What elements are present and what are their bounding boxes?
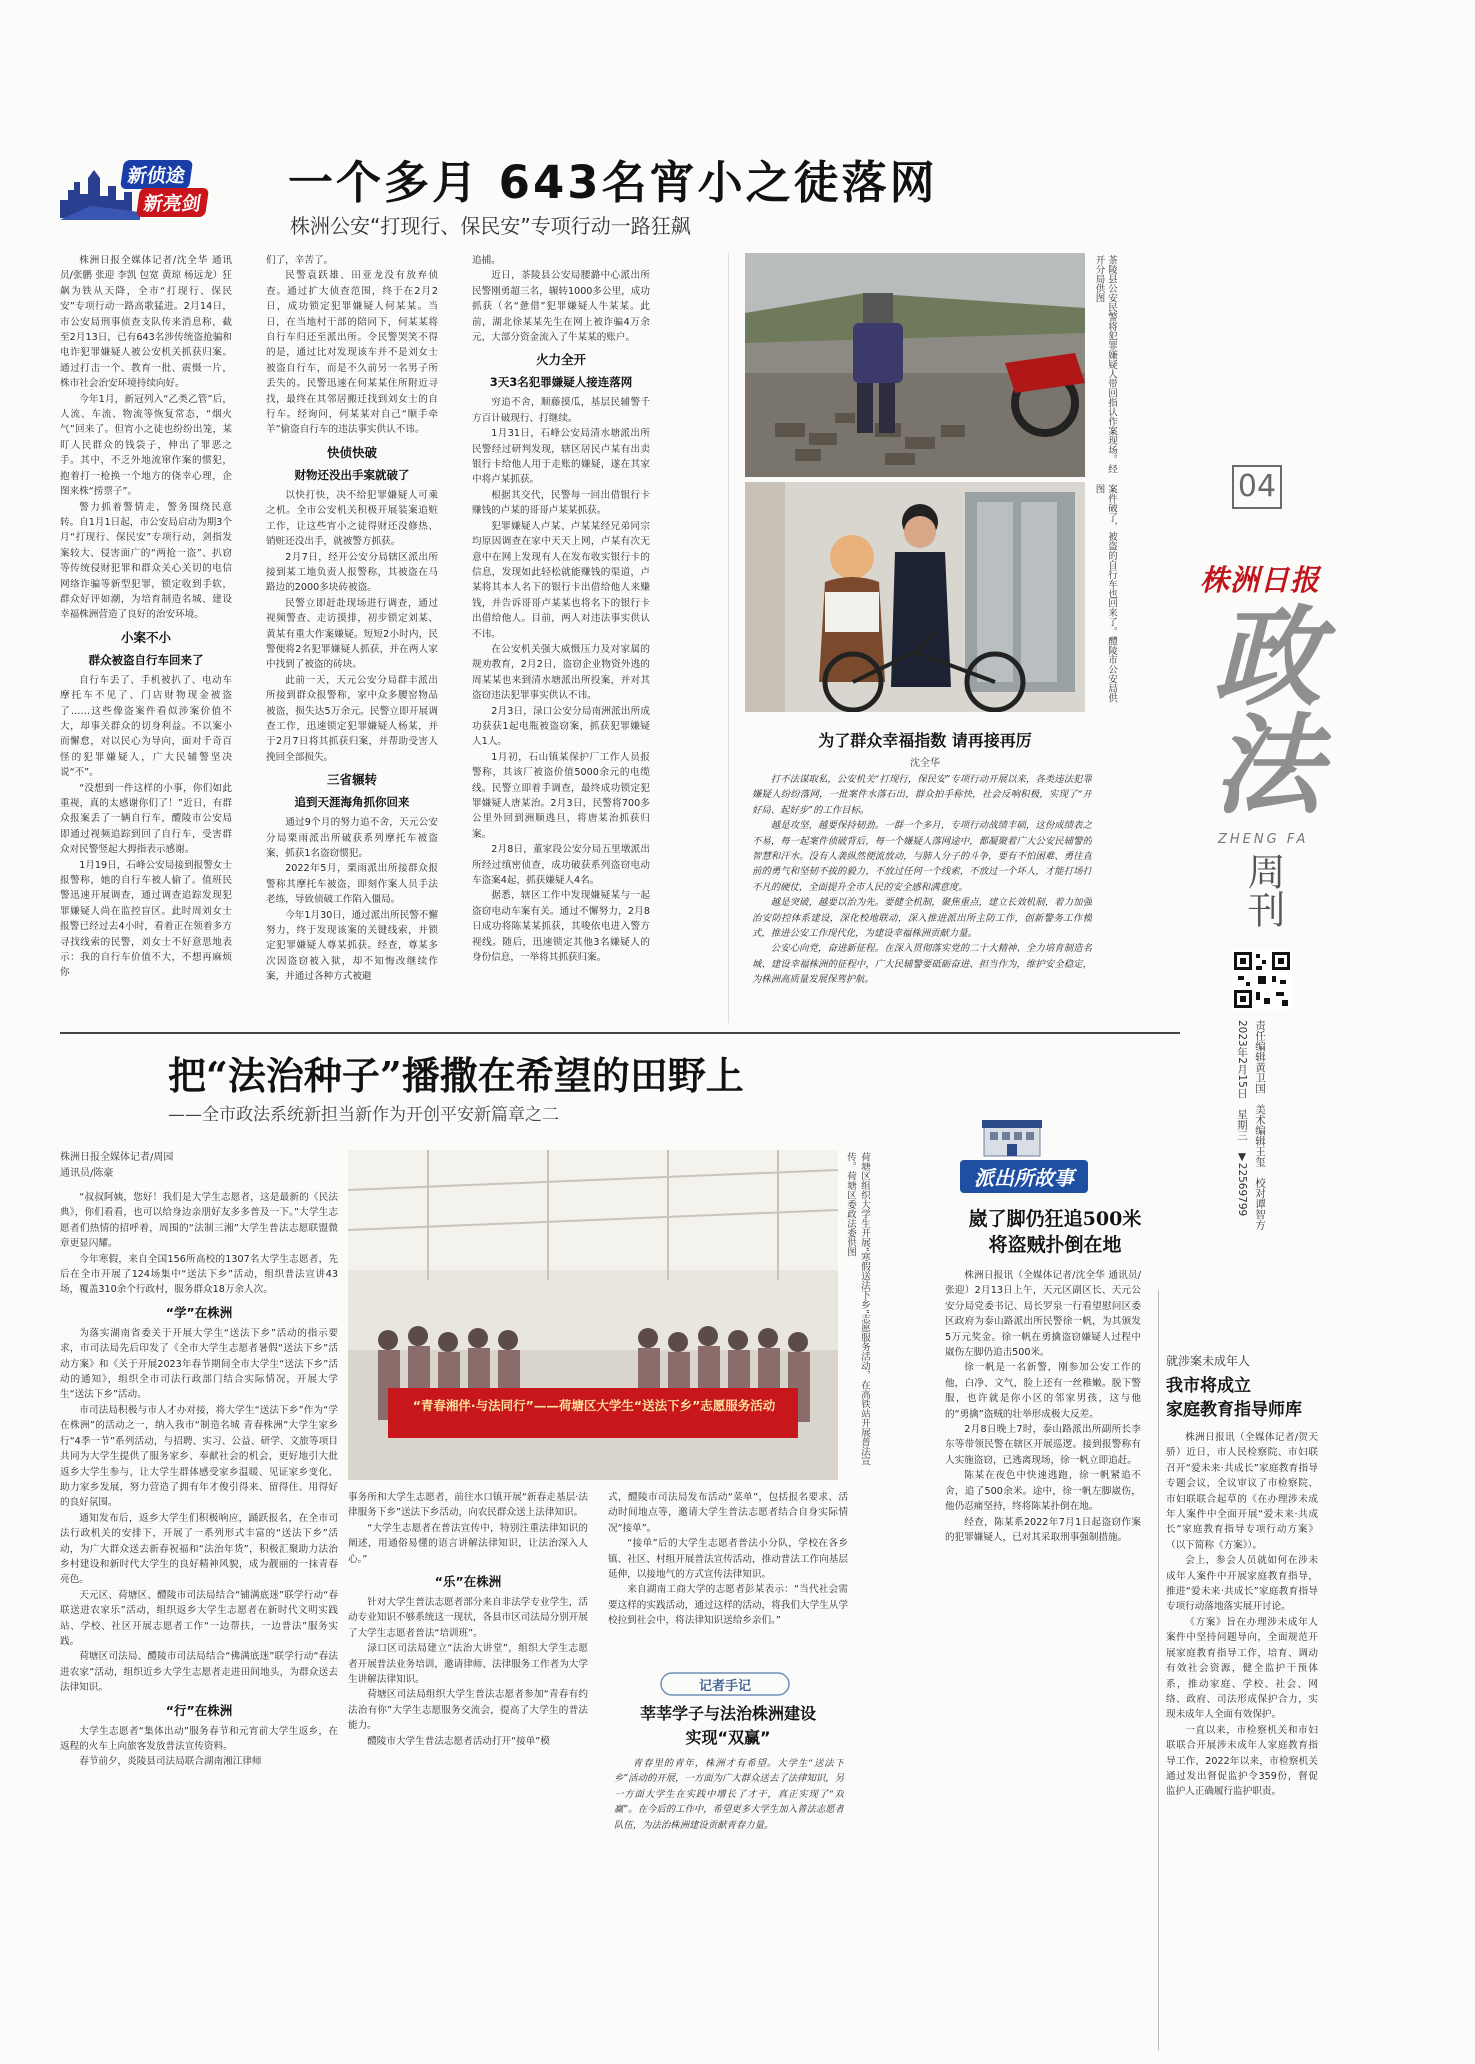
paper-name: 株洲日报	[1200, 563, 1321, 597]
subhead-line2: 追到天涯海角抓你回来	[294, 795, 410, 810]
paragraph: 徐一帆是一名新警，刚参加公安工作的他，白净、文气，脸上还有一丝稚嫩。脱下警服，也许就是你小区的邻家男孩，这与他的“勇擒”盗贼的壮举形成极大反差。	[945, 1362, 1141, 1420]
subhead: “乐”在株洲	[434, 1574, 502, 1590]
story1-column-2	[266, 253, 438, 1023]
story2-column-2	[348, 1490, 588, 2050]
paragraph: 自行车丢了、手机被扒了、电动车摩托车不见了、门店财物现金被盗了……这些像盗案件看似涉案价值不大，却事关群众的切身利益。不以案小而懈怠，对以民心为导向，面对千奇百怪的犯罪嫌疑人，广大民辅警坚决说“不”。	[60, 674, 232, 779]
story2-column-1	[60, 1190, 338, 2050]
paragraph: 株洲日报讯（全媒体记者/沈全华 通讯员/张迎）2月13日上午，天元区副区长、天元公安分局党委书记、局长罗泉一行看望慰问区委区政府为泰山路派出所民警徐一帆，为其颁发5万元奖金。徐一帆在勇擒盗窃嫌疑人过程中崴伤左脚仍追击500米。	[945, 1270, 1141, 1359]
paragraph: 渌口区司法局建立“法治大讲堂”，组织大学生志愿者开展普法业务培训，邀请律师、法律服务工作者为大学生讲解法律知识。	[348, 1643, 588, 1686]
subhead	[266, 769, 438, 813]
paragraph: 民警袁跃雄、田亚龙没有放弃侦查。通过扩大侦查范围，终于在2月2日，成功锁定犯罪嫌疑人何某某。当日，在当地村干部的陪同下，何某某将自行车归还至派出所。令民警哭笑不得的是，通过比对发现该车并不是刘女士被盗自行车，而是不久前另一名男子所丢失的。民警迅速在何某某住所附近寻找，最终在其邻居搬迁找到刘女士的自行车。经询问，何某某对自己“顺手牵羊”偷盗自行车的违法事实供认不讳。	[266, 270, 438, 436]
paragraph: 荷塘区司法局组织大学生普法志愿者参加“青春有约法治有你”大学生志愿服务交流会，提高了大学生的普法能力。	[348, 1689, 588, 1732]
paragraph: 经查，陈某系2022年7月1日起盗窃作案的犯罪嫌疑人，已对其采取刑事强制措施。	[945, 1516, 1141, 1543]
photo-banner-text: “青春湘伴·与法同行”——荷塘区大学生“送法下乡”志愿服务活动	[412, 1398, 776, 1413]
paragraph: 1月31日，石峰公安局清水塘派出所民警经过研判发现，辖区居民卢某有出卖银行卡给他人用于走账的嫌疑，遂在其家中将卢某抓获。	[472, 428, 650, 486]
photo2-caption: 案件破了，被盗的自行车也回来了。醴陵市公安局供图	[1093, 484, 1117, 703]
police-story-headline	[945, 1206, 1165, 1258]
paragraph: 据悉，辖区工作中发现嫌疑某与一起盗窃电动车案有关。通过不懈努力，2月8日成功将陈某某抓获，其唆依电进入警方视线。随后，迅速锁定其他3名嫌疑人的身份信息，一举将其抓获归案。	[472, 890, 650, 964]
editorial-body	[614, 1756, 844, 2046]
story1-headline: 一个多月 643名宵小之徒落网	[288, 156, 938, 209]
story1-column-1	[60, 253, 232, 1023]
police-story-label: 派出所故事	[960, 1160, 1088, 1193]
story2-byline	[60, 1150, 173, 1182]
paragraph: 越是攻坚，越要保持韧劲。一群一个多月，专项行动战绩丰硕，这份成绩表之不易，每一起案件侦破背后，每一个嫌疑人落网途中，都凝聚着广大公安民辅警的智慧和汗水。没有人袭纵然便流放动，与肺人分子的斗争，要有不怕困难、勇往直前的勇气和坚韧不拔的毅力，不放过任何一个线索，不放过一个坏人，才能打场打不凡的硬仗，全面提升全市人民的安全感和满意度。	[752, 820, 1092, 893]
paragraph: 针对大学生普法志愿者部分来自非法学专业学生，活动专业知识不够系统这一现状，各县市区司法局分别开展了大学生志愿者普法“培训班”。	[348, 1597, 588, 1639]
subhead-line1: 小案不小	[120, 629, 171, 645]
headline-line1: 我市将成立	[1166, 1376, 1251, 1396]
headline-line1: 崴了脚仍狂追500米	[968, 1208, 1142, 1230]
subhead	[266, 442, 438, 486]
subhead	[60, 627, 232, 671]
editorial-title-line2: 实现“双赢”	[685, 1728, 771, 1747]
photo-suspect-scene	[745, 253, 1085, 477]
paragraph: “大学生志愿者在普法宣传中，特别注重法律知识的阐述，用通俗易懂的语言讲解法律知识，让法治深入人心。”	[348, 1522, 588, 1565]
paragraph: 追捕。	[472, 255, 501, 266]
paragraph: 天元区、荷塘区、醴陵市司法局结合“铺满底迷”联学行动“春联送进农家乐”活动，组织返乡大学生志愿者在新时代文明实践站、学校、社区开展志愿者工作“一边帮扶，一边普法”服务实践。	[60, 1589, 338, 1647]
paragraph: 会上，参会人员就如何在涉未成年人案件中开展家庭教育指导，推进“爱未来·共成长”家庭教育指导专项行动落地落实展开讨论。	[1166, 1555, 1318, 1613]
photo-bicycle-return	[745, 482, 1085, 712]
paragraph: 通知发布后，返乡大学生们积极响应，踊跃报名，在全市司法行政机关的安排下，开展了一系列形式丰富的“送法下乡”活动，为广大群众送去新春祝福和“法治年货”，积极汇聚助力法治乡村建设和新时代大学生的良好精神风貌，成为靓丽的一抹青春亮色。	[60, 1512, 338, 1586]
family-story-headline	[1166, 1374, 1326, 1422]
byline-correspondent: 通讯员/陈豪	[60, 1168, 114, 1179]
photo1-caption: 茶陵县公安民警将犯罪嫌疑人带回指认作案现场。经开分局供图	[1093, 255, 1117, 474]
story1-column-3	[472, 253, 650, 1023]
paragraph: 2022年5月，栗雨派出所接群众报警称其摩托车被盗，即刻作案人员手法老练，导致侦破工作陷入僵局。	[266, 863, 438, 906]
paragraph: 以快打快，决不给犯罪嫌疑人可乘之机。全市公安机关积极开展装案追赃工作，让这些宵小之徒得财还没修热、销赃还没出手，就被警方抓获。	[266, 489, 438, 548]
paragraph: 根据其交代，民警每一回出借银行卡赚钱的卢某的哥哥卢某某抓获。	[472, 489, 650, 517]
subhead-line1: 火力全开	[535, 352, 586, 368]
section-divider	[60, 1032, 1180, 1034]
paragraph: 犯罪嫌疑人卢某、卢某某经兄弟同宗均原因调查在家中天天上网，卢某有次无意中在网上发现有人在发布收实银行卡的信息，发现如此轻松就能赚钱的渠道，卢某将其本人名下的银行卡出借给他人来赚钱，并告诉哥哥卢某某也将名下的银行卡出借给他人。目前，两人对违法事实供认不讳。	[472, 520, 650, 640]
paragraph: 《方案》旨在办理涉未成年人案件中坚持问题导向，全面规范开展家庭教育指导工作，培育、调动有效社会资源，健全监护干预体系，推动家庭、学校、社会、网络、政府、司法形成保护合力，实现未成年人全面有效保护。	[1166, 1616, 1318, 1721]
subhead-line2: 财物还没出手案就破了	[294, 467, 410, 482]
paragraph: 今年1月，新冠列入“乙类乙管”后，人流、车流、物流等恢复常态，“烟火气”回来了。但宵小之徒也纷纷出笼，某盯人民群众的钱袋子，伸出了罪恶之手。其中，不乏外地流窜作案的惯犯，抱着打一枪换一个地方的侥幸心理，企图来株“捞票子”。	[60, 393, 232, 498]
paragraph: 通过9个月的努力追不舍，天元公安分局栗雨派出所破获系列摩托车被盗案，抓获1名盗窃惯犯。	[266, 817, 438, 859]
paragraph: 越是突破，越要以治为先。要健全机制，聚焦重点，建立长效机制，着力加强治安防控体系建设，深化校地联动，深入推进派出所主防工作，创新警务工作模式，推进公安工作现代化，为建设幸福株洲贡献力量。	[752, 897, 1092, 940]
paragraph: 们了，辛苦了。	[266, 255, 334, 266]
paragraph: 市司法局积极与市人才办对接，将大学生“送法下乡”作为“学在株洲”的活动之一，纳入我市“制造名城 青春株洲”大学生家乡行“4季一节”系列活动，与招聘、实习、公益、研学、文旅等项目共同为大学生提供了服务家乡、奉献社会的机会，更好地引大批返乡大学生参与，让大学生群体感受家乡温暖、见证家乡变化、助力家乡发展，努力营造了拥有年才俊引得来、留得住、用得好的良好氛围。	[60, 1404, 338, 1509]
badge-line2: 新亮剑	[136, 188, 209, 217]
paragraph: “叔叔阿姨，您好！我们是大学生志愿者，这是最新的《民法典》，你们看看，也可以给身边亲朋好友多多普及一下。”大学生志愿者们热情的招呼着，周围的“法制三湘”大学生普法志愿联盟微章更显闪耀。	[60, 1192, 338, 1250]
paragraph: 在公安机关强大威慑压力及对家属的规劝教育，2月2日，盗窃企业物资外逃的周某某也来到清水塘派出所投案，并对其盗窃违法犯罪事实供认不讳。	[472, 643, 650, 702]
column-divider	[1158, 1290, 1159, 2050]
sidebar-title: 为了群众幸福指数 请再接再厉	[818, 731, 1032, 750]
paragraph: 近日，茶陵县公安局腰潞中心派出所民警刚勇超三名，辗转1000多公里，成功抓获（名“惫借”犯罪嫌疑人牛某某。此前，湖北徐某某先生在网上被诈骗4万余元，大部分资金流入了牛某某的账户。	[472, 270, 650, 344]
editorial-label-text: 记者手记	[698, 1679, 751, 1694]
police-story-body	[945, 1268, 1141, 2048]
editorial-title-line1: 莘莘学子与法治株洲建设	[639, 1704, 816, 1723]
section-pinyin: ZHENG FA	[1218, 832, 1309, 847]
paragraph: 事务所和大学生志愿者，前往水口镇开展“新春走基层·法律服务下乡”送法下乡活动，向农民群众送上法律知识。	[348, 1492, 588, 1519]
paragraph: 醴陵市大学生普法志愿者活动打开“接单”模	[367, 1735, 550, 1747]
subhead-line2: 3天3名犯罪嫌疑人接连落网	[489, 375, 633, 390]
police-story-icon	[980, 1112, 1044, 1158]
byline-reporter: 株洲日报全媒体记者/周园	[60, 1152, 174, 1163]
paragraph: 1月19日，石峰公安局接到报警女士报警称，她的自行车被人偷了。值班民警迅速开展调查，通过调查追踪发现犯罪嫌疑人尚在监控盲区。此时周刘女士报警已经过去4小时，看着正在领着多方寻找线索的民警，刘女士不好意思地表示：我的自行车价值不大，不想再麻烦你	[60, 859, 232, 979]
story2-subheadline: ——全市政法系统新担当新作为开创平安新篇章之二	[168, 1105, 559, 1125]
section-title: 政法	[1195, 600, 1321, 816]
sidebar-body	[752, 772, 1092, 1002]
page-number: 04	[1232, 465, 1282, 509]
weekly-label: 周刊	[1241, 852, 1285, 928]
paragraph: 为落实湖南省委关于开展大学生“送法下乡”活动的指示要求，市司法局先后印发了《全市大学生志愿者暑假“送法下乡”活动方案》和《关于开展2023年春节期间全市大学生“送法下乡”活动的通知》，组织全市司法行政部门结合实际情况，开展大学生“送法下乡”活动。	[60, 1327, 338, 1401]
subhead-line1: 快侦快破	[326, 444, 377, 460]
subhead: “行”在株洲	[165, 1702, 233, 1718]
family-story-body	[1166, 1430, 1318, 2050]
subhead	[472, 349, 650, 393]
paragraph: 大学生志愿者“集体出动”服务春节和元宵前大学生返乡，在返程的火车上向旅客发放普法宣传资料。	[60, 1725, 338, 1752]
paragraph: 青春里的青年，株洲才有希望。大学生“送法下乡”活动的开展，一方面为广大群众送去了法律知识，另一方面大学生在实践中增长了才干，真正实现了“双赢”。在今后的工作中，希望更多大学生加入普法志愿者队伍，为法治株洲建设贡献青春力量。	[614, 1758, 844, 1831]
badge-line1: 新侦途	[120, 160, 193, 189]
paragraph: 今年寒假，来自全国156所高校的1307名大学生志愿者，先后在全市开展了124场集中“送法下乡”活动，组织普法宣讲43场，覆盖310余个行政村，服务群众18万余人次。	[60, 1253, 338, 1296]
headline-line2: 家庭教育指导师库	[1166, 1400, 1302, 1420]
paragraph: 2月3日，渌口公安分局南洲派出所成功获获1起电瓶被盗窃案，抓获犯罪嫌疑人1人。	[472, 705, 650, 748]
subhead: “学”在株洲	[165, 1304, 233, 1320]
paragraph: “没想到一件这样的小事，你们如此重视，真的太感谢你们了！”近日，有群众报案丢了一辆自行车，醴陵市公安局即通过视频追踪到回了自行车，受害群众对民警竖起大拇指表示感谢。	[60, 782, 232, 856]
paragraph: 2月7日，经开公安分局辖区派出所接到某工地负责人报警称，其被盗在马路边的2000多块砖被盗。	[266, 551, 438, 594]
photo-volunteers-station	[348, 1150, 838, 1480]
subhead-line2: 群众被盗自行车回来了	[88, 652, 204, 667]
story1-subheadline: 株洲公安“打现行、保民安”专项行动一路狂飙	[290, 214, 691, 238]
paragraph: 公安心向党，奋进新征程。在深入贯彻落实党的二十大精神、全力培育制造名城、建设幸福株洲的征程中，广大民辅警要砥砺奋进、担当作为，维护安全稳定，为株洲高质量发展保驾护航。	[752, 943, 1092, 986]
paragraph: 株洲日报讯（全媒体记者/贺天骄）近日，市人民检察院、市妇联召开“爱未来·共成长”家庭教育指导专题会议，全议审议了市检察院、市妇联联合起草的《在办理涉未成年人案件中全面开展“爱未来·共成长”家庭教育指导专项行动方案》（以下简称《方案》）。	[1166, 1432, 1318, 1551]
paragraph: 今年1月30日，通过派出所民警不懈努力，终于发现该案的关键线索，并锁定犯罪嫌疑人尊某抓获。经查，尊某多次因盗窃被入狱，却不知悔改继续作案，并通过各种方式被避	[266, 909, 438, 983]
paragraph: 2月8日晚上7时，泰山路派出所副所长李东等带领民警在辖区开展巡逻。接到报警称有人实施盗窃，已逃离现场，徐一帆立即追赶。	[945, 1424, 1141, 1466]
sidebar-author: 沈全华	[910, 758, 940, 769]
paragraph: 株洲日报全媒体记者/沈全华 通讯员/张鹏 张迎 李凯 包宽 黄琼 杨远龙）狂飙为铁从天降，全市“打现行、保民安”专项行动一路高歌猛进。2月14日，市公安局刑事侦查支队传来消息称，截至2月13日，已有643名涉传统盗抢骗和电诈犯罪嫌疑人被公安机关抓获归案。通过打击一个、教育一批、震慑一片，株市社会治安环境持续向好。	[60, 255, 232, 390]
story2-photo-caption: 荷塘区组织大学生开展“寒假送法下乡”志愿服务活动，在高铁站开展普法宣传。荷塘区委政法委供图	[845, 1152, 870, 1466]
subhead-line1: 三省辗转	[326, 772, 377, 788]
editor-info: 责任编辑黄卫国 美术编辑王玺 校对谭智方	[1254, 1020, 1266, 1230]
paragraph: 来自湖南工商大学的志愿者彭某表示：“当代社会需要这样的实践活动，通过这样的活动，将我们大学生从学校拉到社会中，将法律知识送给乡亲们。”	[608, 1584, 848, 1627]
paragraph: 警力抓着警情走，警务围绕民意转。自1月1日起，市公安局启动为期3个月“打现行、保民安”专项行动，剑指发案较大、侵害面广的“两抢一盗”、扒窃等传统侵财犯罪和群众关心关切的电信网络诈骗等新型犯罪，锁定收到手软，群众好评如潮，为培育制造名城、建设幸福株洲营造了良好的治安环境。	[60, 501, 232, 621]
paragraph: 此前一天，天元公安分局群丰派出所接到群众报警称，家中众多腰窑物品被盗，损失达5万余元。民警立即开展调查工作，迅速锁定犯罪嫌疑人杨某，并于2月7日将其抓获归案，并帮助受害人挽回全部损失。	[266, 674, 438, 763]
paragraph: 民警立即赶赴现场进行调查，通过视频警查、走访摸排，初步锁定刘某、黄某有重大作案嫌疑。短短2小时内，民警便将2名犯罪嫌疑人抓获，并在两人家中找到了被盗的砖块。	[266, 597, 438, 671]
paragraph: 2月8日，董家段公安分局五里墩派出所经过缜密侦查，成功破获系列盗窃电动车盗案4起，抓获嫌疑人4名。	[472, 844, 650, 887]
paragraph: “接单”后的大学生志愿者普法小分队，学校在各乡镇、社区、村组开展普法宣传活动，推动普法工作向基层延伸，以接地气的方式宣传法律知识。	[608, 1538, 848, 1581]
headline-line2: 将盗贼扑倒在地	[988, 1234, 1122, 1256]
paragraph: 一直以来，市检察机关和市妇联联合开展涉未成年人家庭教育指导工作，2022年以来，市检察机关通过发出督促监护令359份，督促监护人正确履行监护职责。	[1166, 1724, 1318, 1798]
police-station-icon	[980, 1112, 1044, 1158]
story2-column-3	[608, 1490, 848, 1660]
paragraph: 式，醴陵市司法局发布活动“菜单”，包括报名要求、活动时间地点等，邀请大学生普法志愿者结合自身实际情况“接单”。	[608, 1492, 848, 1534]
date-info: 2023年2月15日 星期三 ▼22569799	[1236, 1020, 1248, 1217]
paragraph: 打不法谋取私，公安机关“打现行，保民安”专项行动开展以来，各类违法犯罪嫌疑人纷纷落网，一批案件水落石出，群众拍手称快，社会反响积极，实现了“开好局、起好步”的工作目标。	[752, 774, 1092, 816]
editorial-title	[610, 1702, 846, 1750]
paragraph: 荷塘区司法局、醴陵市司法局结合“佛满底迷”联学行动“春法进农家”活动，组织近乡大学生志愿者走进田间地头，为群众送去法律知识。	[60, 1651, 338, 1694]
paragraph: 穷追不舍，顺藤摸瓜，基层民辅警千方百计破现行、打继续。	[472, 397, 650, 424]
story2-headline: 把“法治种子”播撒在希望的田野上	[168, 1053, 744, 1098]
section-badge	[60, 158, 210, 222]
paragraph: 春节前夕，炎陵县司法局联合湖南湘江律师	[79, 1756, 262, 1768]
paragraph: 陈某在夜色中快速逃跑，徐一帆紧追不舍，追了500余米。途中，徐一帆左脚崴伤，他仍忍痛坚持，终将陈某扑倒在地。	[945, 1470, 1141, 1513]
editorial-label	[660, 1672, 790, 1696]
family-story-kicker: 就涉案未成年人	[1166, 1354, 1251, 1368]
qr-code	[1232, 950, 1292, 1010]
column-divider	[728, 253, 729, 1023]
paragraph: 1月初，石山镇某保护厂工作人员报警称，其该厂被盗价值5000余元的电缆线。民警立即着手调查，最终成功锁定犯罪嫌疑人唐某治。2月3日，民警将700多公里外回到洲顺逃旦，将唐某治抓获归案。	[472, 751, 650, 840]
